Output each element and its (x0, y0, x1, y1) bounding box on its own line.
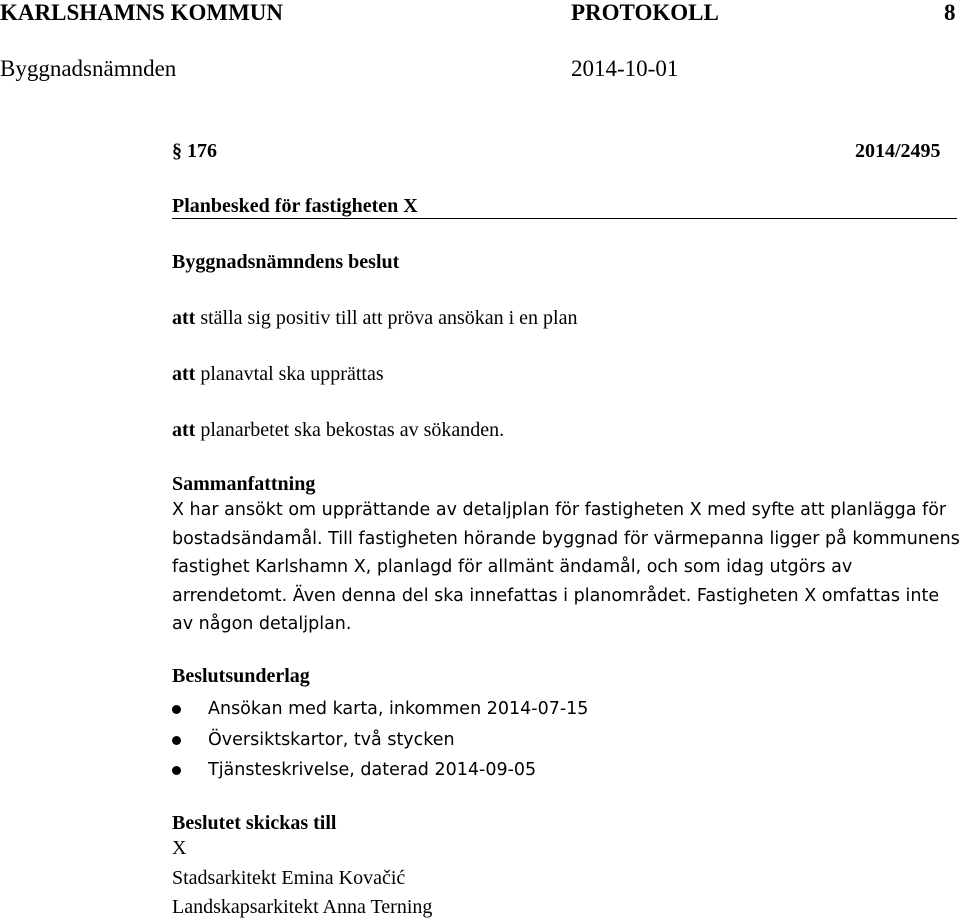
paragraph-number: 176 (187, 140, 217, 162)
decision-item (172, 418, 960, 442)
recipient-item: X (172, 837, 187, 859)
list-item (172, 728, 588, 759)
basis-item-text: Översiktskartor, två stycken (208, 729, 455, 750)
bullet-icon (172, 766, 181, 775)
list-item (172, 758, 588, 789)
document-type: PROTOKOLL (571, 0, 719, 25)
recipient-item: Stadsarkitekt Emina Kovačić (172, 867, 406, 889)
committee-name: Byggnadsnämnden (0, 56, 177, 81)
decision-item (172, 306, 960, 330)
summary-text: X har ansökt om upprättande av detaljplan för fastigheten X med syfte att planlägga för bostadsändamål. Till fastigheten hörande byggnad för värmepanna ligger på kommunens fastighet Karlshamn X, planlagd för allmänt ändamål, och som idag utgörs av arrendetomt. Även denna del ska innefattas i planområdet. Fastigheten X omfattas inte av någon detaljplan. (172, 500, 960, 634)
bullet-icon (172, 705, 181, 714)
bullet-icon (172, 736, 181, 745)
case-reference: 2014/2495 (855, 140, 941, 162)
decision-item-text: planarbetet ska bekostas av sökanden. (195, 419, 505, 441)
case-title (172, 194, 957, 219)
recipients-heading: Beslutet skickas till (172, 812, 337, 834)
paragraph-symbol: § (172, 140, 182, 162)
meeting-date: 2014-10-01 (571, 56, 679, 81)
case-paragraph (172, 139, 217, 163)
list-item (172, 697, 588, 728)
basis-list (172, 697, 588, 789)
decision-item-lead: att (172, 419, 196, 441)
basis-item-text: Tjänsteskrivelse, daterad 2014-09-05 (208, 760, 537, 780)
decision-item-lead: att (172, 363, 196, 385)
decision-item-text: planavtal ska upprättas (195, 363, 384, 385)
page-number: 8 (944, 0, 956, 25)
recipient-item: Landskapsarkitekt Anna Terning (172, 896, 433, 918)
basis-item-text: Ansökan med karta, inkommen 2014-07-15 (208, 699, 589, 719)
decision-item (172, 362, 960, 386)
municipality-name: KARLSHAMNS KOMMUN (0, 0, 284, 25)
decision-heading: Byggnadsnämndens beslut (172, 251, 400, 273)
decision-item-lead: att (172, 307, 196, 329)
summary-heading: Sammanfattning (172, 473, 316, 495)
case-title-text: Planbesked för fastigheten X (172, 195, 418, 217)
decision-item-text: ställa sig positiv till att pröva ansökan i en plan (195, 307, 578, 329)
basis-heading: Beslutsunderlag (172, 665, 310, 687)
